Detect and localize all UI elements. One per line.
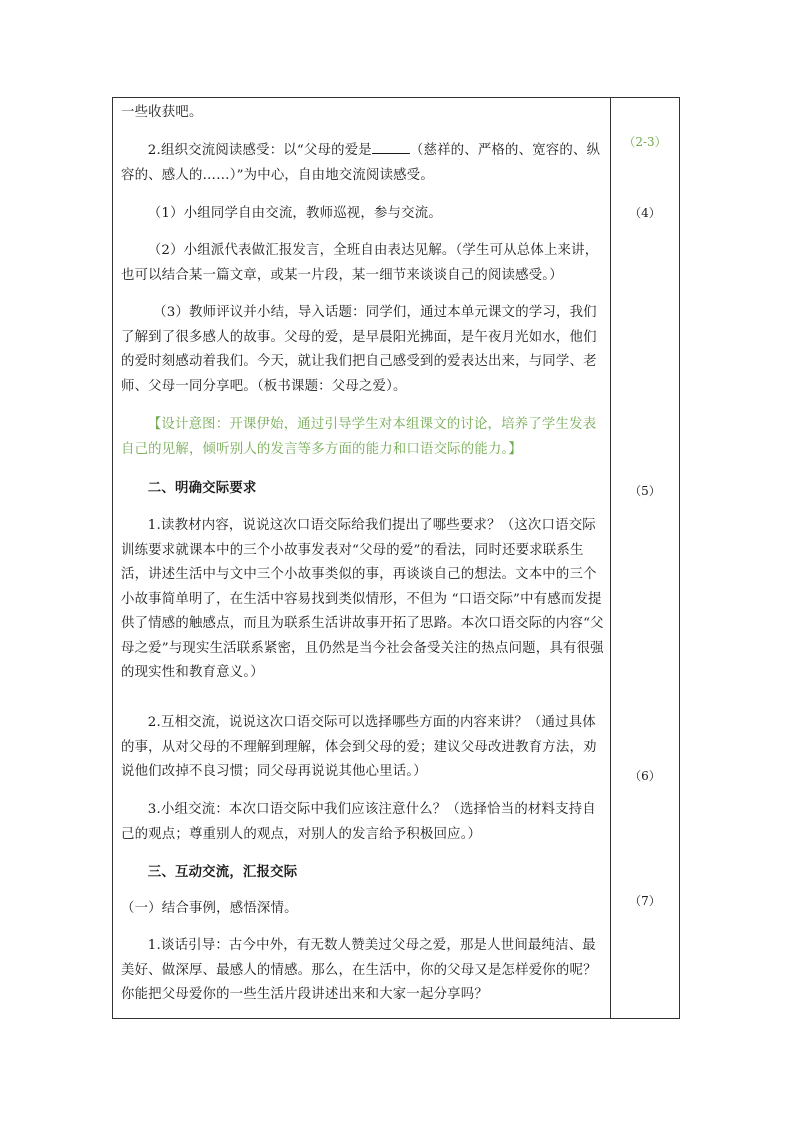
paragraph-group-attention: 3.小组交流：本次口语交际中我们应该注意什么？（选择恰当的材料支持自己的观点；尊重别人的观点，对别人的发言给予积极回应。） bbox=[121, 802, 596, 842]
paragraph-group-report: （2）小组派代表做汇报发言，全班自由表达见解。（学生可从总体上来讲，也可以结合某一篇文章，或某一片段，某一细节来谈谈自己的阅读感受。） bbox=[121, 243, 599, 283]
side-label-2-3: （2-3） bbox=[623, 135, 667, 149]
paragraph-teacher-summary: （3）教师评议并小结，导入话题：同学们，通过本单元课文的学习，我们了解到了很多感人的故事。父母的爱，是早晨阳光拂面，是午夜月光如水，他们的爱时刻感动着我们。今天，就让我们把自己感受到的爱表达出来，与同学、老师、父母一同分享吧。（板书课题：父母之爱）。 bbox=[121, 305, 597, 394]
subsection-heading-examples: （一）结合事例，感悟深情。 bbox=[121, 901, 298, 916]
section-heading-interaction: 三、互动交流，汇报交际 bbox=[147, 864, 298, 880]
fill-in-blank bbox=[372, 139, 410, 154]
lesson-plan-table bbox=[112, 97, 680, 1019]
fill-in-prompt: 2.组织交流阅读感受：以“父母的爱是 bbox=[147, 143, 372, 158]
side-label-4: （4） bbox=[629, 206, 661, 220]
paragraph-group-exchange: （1）小组同学自由交流，教师巡视，参与交流。 bbox=[147, 206, 442, 221]
section-heading-requirements: 二、明确交际要求 bbox=[147, 480, 257, 496]
paragraph-intro-end: 一些收获吧。 bbox=[121, 105, 203, 120]
design-intent-note: 【设计意图：开课伊始，通过引导学生对本组课文的讨论，培养了学生发表自己的见解，倾听别人的发言等多方面的能力和口语交际的能力。】 bbox=[121, 417, 597, 457]
paragraph-read-materials: 1.读教材内容，说说这次口语交际给我们提出了哪些要求？（这次口语交际训练要求就课本中的三个小故事发表对“父母的爱”的看法，同时还要求联系生活，讲述生活中与文中三个小故事类似的事，再谈谈自己的想法。文本中的三个小故事简单明了，在生活中容易找到类似情形，不但为 “口语交际”中有感而发提供了情感的触感点，而且为联系生活讲故事开拓了思路。本次口语交际的内容“父母之爱”与现实生活联系紧密，且仍然是当今社会备受关注的热点问题，具有很强的现实性和教育意义。） bbox=[121, 518, 604, 680]
side-label-6: （6） bbox=[629, 769, 661, 783]
paragraph-exchange-feelings bbox=[121, 139, 605, 188]
fill-in-options: （慈祥的、严格的、宽容的、纵容的、感人的……）”为中心，自由地交流阅读感受。 bbox=[121, 143, 601, 183]
paragraph-guided-talk: 1.谈话引导：古今中外，有无数人赞美过父母之爱，那是人世间最纯洁、最美好、做深厚、最感人的情感。那么，在生活中，你的父母又是怎样爱你的呢？你能把父母爱你的一些生活片段讲述出来和大家一起分享吗？ bbox=[121, 938, 597, 1002]
side-label-5: （5） bbox=[629, 484, 661, 498]
notes-column bbox=[611, 98, 679, 1018]
content-column bbox=[113, 98, 610, 1018]
paragraph-mutual-exchange: 2.互相交流，说说这次口语交际可以选择哪些方面的内容来讲？（通过具体的事，从对父母的不理解到理解，体会到父母的爱；建议父母改进教育方法，劝说他们改掉不良习惯；同父母再说说其他心里话。） bbox=[121, 715, 597, 779]
side-label-7: （7） bbox=[629, 894, 661, 908]
